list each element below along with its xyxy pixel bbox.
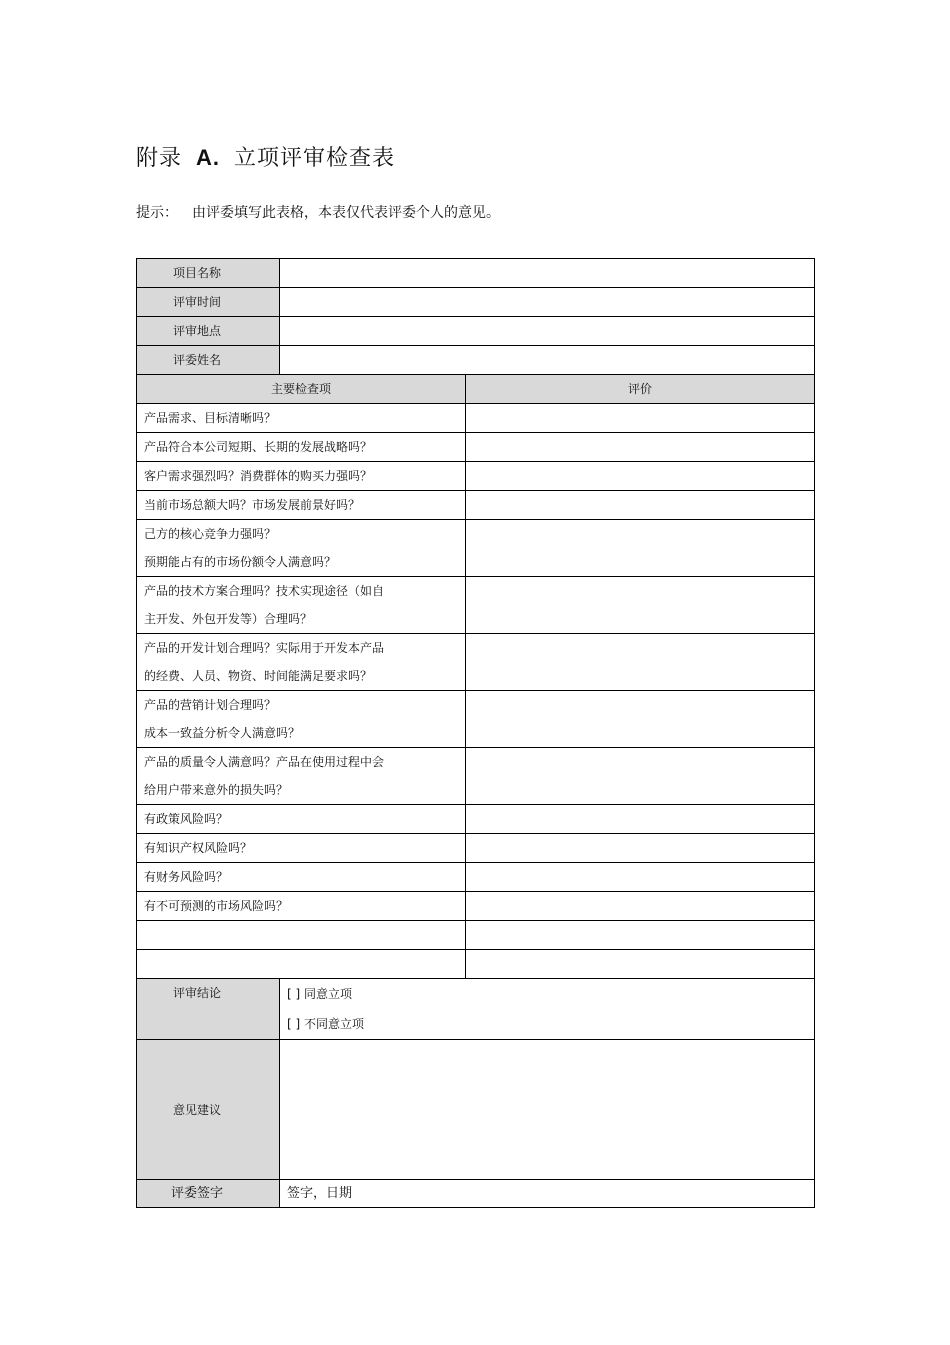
hint-body: 由评委填写此表格，本表仅代表评委个人的意见。 (192, 205, 500, 221)
info-label: 评审地点 (137, 317, 280, 346)
signature-row (137, 1180, 815, 1208)
conclusion-options (280, 979, 815, 1040)
info-row (137, 317, 815, 346)
check-item-text (144, 921, 465, 949)
review-checklist-table (136, 258, 815, 1208)
check-item-question (137, 863, 466, 892)
hint-text (136, 202, 500, 222)
check-item-rating-field[interactable] (466, 404, 815, 433)
info-row (137, 259, 815, 288)
check-item-rating-field[interactable] (466, 577, 815, 634)
check-item-row (137, 634, 815, 691)
check-item-text: 主开发、外包开发等）合理吗？ (144, 612, 313, 626)
check-item-text: 成本一致益分析令人满意吗？ (144, 726, 301, 740)
info-label: 评委姓名 (137, 346, 280, 375)
check-item-text: 产品的营销计划合理吗？ (144, 698, 277, 712)
check-item-question (137, 892, 466, 921)
review-location-field[interactable] (280, 317, 815, 346)
check-item-rating-field[interactable] (466, 748, 815, 805)
check-item-text: 己方的核心竞争力强吗？ (144, 527, 277, 541)
check-item-row (137, 892, 815, 921)
check-item-text: 产品的开发计划合理吗？实际用于开发本产品 (144, 641, 385, 655)
check-item-rating-field[interactable] (466, 863, 815, 892)
check-item-row (137, 950, 815, 979)
check-item-rating-field[interactable] (466, 433, 815, 462)
check-item-rating-field[interactable] (466, 462, 815, 491)
suggestions-row (137, 1040, 815, 1180)
check-item-text: 给用户带来意外的损失吗？ (144, 783, 289, 797)
check-item-question (137, 691, 466, 748)
suggestions-label: 意见建议 (137, 1040, 280, 1180)
conclusion-row (137, 979, 815, 1040)
check-item-question (137, 404, 466, 433)
check-item-row (137, 805, 815, 834)
suggestions-field[interactable] (280, 1040, 815, 1180)
reject-checkbox[interactable]: [ ] 不同意立项 (287, 1017, 364, 1031)
check-item-rating-field[interactable] (466, 805, 815, 834)
check-item-text: 客户需求强烈吗？消费群体的购买力强吗？ (144, 469, 373, 483)
info-row (137, 346, 815, 375)
check-item-question (137, 950, 466, 979)
check-item-rating-field[interactable] (466, 921, 815, 950)
check-item-text: 的经费、人员、物资、时间能满足要求吗？ (144, 669, 373, 683)
check-header-row (137, 375, 815, 404)
check-item-row (137, 520, 815, 577)
check-item-question (137, 462, 466, 491)
reviewer-name-field[interactable] (280, 346, 815, 375)
check-item-row (137, 921, 815, 950)
check-item-text (144, 950, 465, 978)
check-item-rating-field[interactable] (466, 950, 815, 979)
check-item-row (137, 491, 815, 520)
check-item-rating-field[interactable] (466, 892, 815, 921)
check-item-rating-field[interactable] (466, 691, 815, 748)
signature-label: 评委签字 (137, 1180, 280, 1208)
check-item-text: 预期能占有的市场份额令人满意吗？ (144, 555, 337, 569)
check-item-text: 有政策风险吗？ (144, 812, 229, 826)
check-item-rating-field[interactable] (466, 634, 815, 691)
check-item-text: 有知识产权风险吗？ (144, 841, 253, 855)
check-item-row (137, 748, 815, 805)
check-item-question (137, 805, 466, 834)
title-text: 立项评审检查表 (234, 146, 396, 171)
check-item-question (137, 748, 466, 805)
approve-checkbox[interactable]: [ ] 同意立项 (287, 987, 352, 1001)
check-item-question (137, 634, 466, 691)
check-item-row (137, 433, 815, 462)
review-checklist-body (137, 259, 815, 1208)
review-time-field[interactable] (280, 288, 815, 317)
check-item-text: 产品的技术方案合理吗？技术实现途径（如自 (144, 584, 385, 598)
check-item-header: 主要检查项 (137, 375, 466, 404)
check-item-text: 当前市场总额大吗？市场发展前景好吗？ (144, 498, 361, 512)
info-row (137, 288, 815, 317)
info-label: 项目名称 (137, 259, 280, 288)
check-item-question (137, 491, 466, 520)
check-item-text: 产品符合本公司短期、长期的发展战略吗？ (144, 440, 373, 454)
check-item-text: 有财务风险吗？ (144, 870, 229, 884)
check-item-row (137, 691, 815, 748)
rating-header: 评价 (466, 375, 815, 404)
hint-label: 提示： (136, 205, 178, 221)
title-prefix: 附录 (136, 146, 183, 171)
check-item-text: 有不可预测的市场风险吗？ (144, 899, 289, 913)
check-item-rating-field[interactable] (466, 520, 815, 577)
check-item-row (137, 462, 815, 491)
check-item-row (137, 834, 815, 863)
project-name-field[interactable] (280, 259, 815, 288)
check-item-row (137, 577, 815, 634)
page-title (136, 141, 395, 172)
title-appendix-letter: A. (196, 145, 221, 170)
check-item-text: 产品的质量令人满意吗？产品在使用过程中会 (144, 755, 385, 769)
check-item-question (137, 577, 466, 634)
check-item-question (137, 520, 466, 577)
check-item-question (137, 433, 466, 462)
check-item-row (137, 404, 815, 433)
check-item-rating-field[interactable] (466, 834, 815, 863)
check-item-rating-field[interactable] (466, 491, 815, 520)
signature-field[interactable]: 签字，日期 (280, 1180, 815, 1208)
check-item-question (137, 834, 466, 863)
check-item-text: 产品需求、目标清晰吗？ (144, 411, 277, 425)
check-item-question (137, 921, 466, 950)
conclusion-label: 评审结论 (137, 979, 280, 1040)
info-label: 评审时间 (137, 288, 280, 317)
check-item-row (137, 863, 815, 892)
